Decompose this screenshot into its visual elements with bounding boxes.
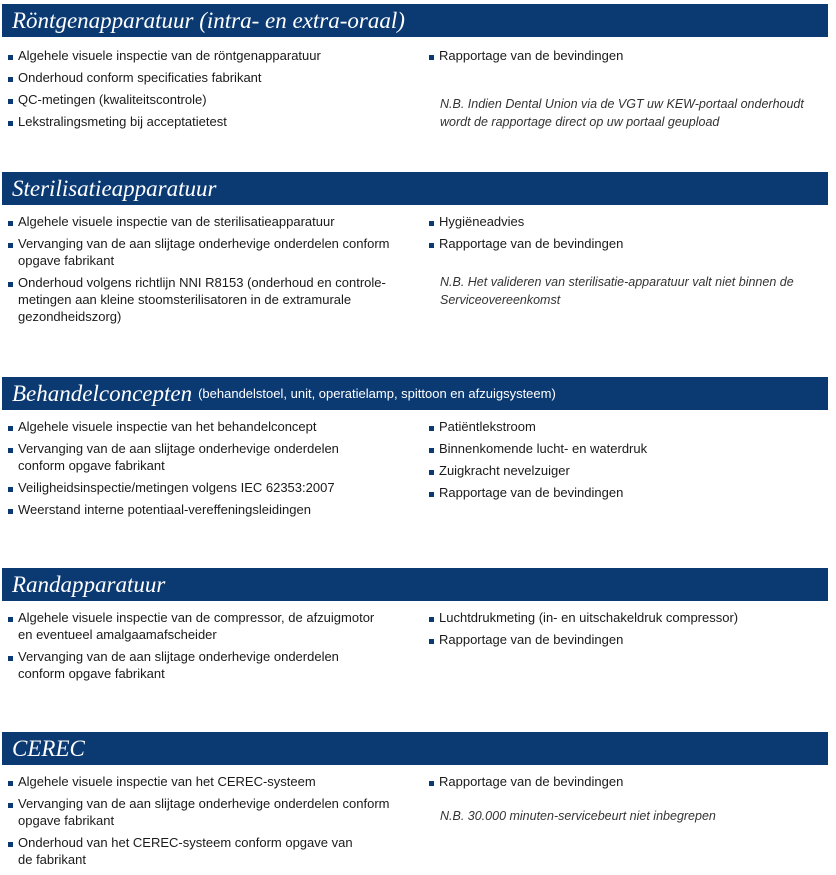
bullet-icon <box>429 55 434 60</box>
list-item: Onderhoud van het CEREC-systeem conform opgave van de fabrikant <box>4 834 363 868</box>
list-item: Rapportage van de bevindingen <box>425 484 815 501</box>
list-item: Hygiëneadvies <box>425 213 815 230</box>
list-item: Weerstand interne potentiaal-vereffeningsleidingen <box>4 501 404 518</box>
right-list <box>425 773 815 795</box>
bullet-icon <box>429 781 434 786</box>
left-list <box>4 47 404 135</box>
bullet-icon <box>429 426 434 431</box>
list-item: Binnenkomende lucht- en waterdruk <box>425 440 815 457</box>
bullet-icon <box>8 803 13 808</box>
bullet-icon <box>429 617 434 622</box>
section-title: Röntgenapparatuur (intra- en extra-oraal) <box>12 8 405 33</box>
list-item: Vervanging van de aan slijtage onderhevige onderdelen conform opgave fabrikant <box>4 648 358 682</box>
list-item: QC-metingen (kwaliteitscontrole) <box>4 91 404 108</box>
list-item: Rapportage van de bevindingen <box>425 47 815 64</box>
section-title: CEREC <box>12 736 85 761</box>
list-item: Rapportage van de bevindingen <box>425 773 815 790</box>
list-item: Algehele visuele inspectie van de röntgenapparatuur <box>4 47 404 64</box>
list-item: Algehele visuele inspectie van de compressor, de afzuigmotor en eventueel amalgaamafscheider <box>4 609 388 643</box>
bullet-icon <box>8 509 13 514</box>
bullet-icon <box>8 656 13 661</box>
list-item: Rapportage van de bevindingen <box>425 235 815 252</box>
right-list <box>425 609 815 653</box>
bullet-icon <box>8 99 13 104</box>
bullet-icon <box>8 221 13 226</box>
list-item: Zuigkracht nevelzuiger <box>425 462 815 479</box>
list-item: Vervanging van de aan slijtage onderhevige onderdelen conform opgave fabrikant <box>4 440 358 474</box>
bullet-icon <box>429 221 434 226</box>
bullet-icon <box>429 470 434 475</box>
list-item: Rapportage van de bevindingen <box>425 631 815 648</box>
section-title: Sterilisatieapparatuur <box>12 176 217 201</box>
bullet-icon <box>8 842 13 847</box>
bullet-icon <box>8 243 13 248</box>
bullet-icon <box>8 781 13 786</box>
list-item: Algehele visuele inspectie van het CEREC-systeem <box>4 773 404 790</box>
list-item: Algehele visuele inspectie van het behandelconcept <box>4 418 404 435</box>
bullet-icon <box>8 426 13 431</box>
list-item: Onderhoud conform specificaties fabrikant <box>4 69 404 86</box>
section-header <box>2 4 828 37</box>
bullet-icon <box>8 77 13 82</box>
section-title: Behandelconcepten <box>12 381 193 406</box>
bullet-icon <box>8 487 13 492</box>
right-list <box>425 213 815 257</box>
list-item: Vervanging van de aan slijtage onderhevige onderdelen conform opgave fabrikant <box>4 795 404 829</box>
note-text: N.B. Het valideren van sterilisatie-apparatuur valt niet binnen de Serviceovereenkomst <box>440 275 794 307</box>
bullet-icon <box>429 639 434 644</box>
list-item: Onderhoud volgens richtlijn NNI R8153 (onderhoud en controle-metingen aan kleine stoomsterilisatoren in de extramurale gezondheidszorg) <box>4 274 404 325</box>
note-text: N.B. Indien Dental Union via de VGT uw KEW-portaal onderhoudt wordt de rapportage direct op uw portaal geupload <box>440 97 804 129</box>
list-item: Patiëntlekstroom <box>425 418 815 435</box>
section-header <box>2 732 828 765</box>
right-list <box>425 418 815 506</box>
list-item: Veiligheidsinspectie/metingen volgens IEC 62353:2007 <box>4 479 404 496</box>
note-text: N.B. 30.000 minuten-servicebeurt niet inbegrepen <box>440 809 716 823</box>
bullet-icon <box>8 55 13 60</box>
section-subtitle: (behandelstoel, unit, operatielamp, spittoon en afzuigsysteem) <box>198 386 556 401</box>
left-list <box>4 773 404 873</box>
bullet-icon <box>429 243 434 248</box>
bullet-icon <box>429 492 434 497</box>
list-item: Lekstralingsmeting bij acceptatietest <box>4 113 404 130</box>
section-title: Randapparatuur <box>12 572 166 597</box>
list-item: Vervanging van de aan slijtage onderhevige onderdelen conform opgave fabrikant <box>4 235 404 269</box>
bullet-icon <box>8 282 13 287</box>
section-header <box>2 172 828 205</box>
list-item: Algehele visuele inspectie van de sterilisatieapparatuur <box>4 213 404 230</box>
section-header <box>2 377 828 410</box>
section-header <box>2 568 828 601</box>
bullet-icon <box>429 448 434 453</box>
bullet-icon <box>8 121 13 126</box>
right-list <box>425 47 815 69</box>
list-item: Luchtdrukmeting (in- en uitschakeldruk compressor) <box>425 609 815 626</box>
bullet-icon <box>8 448 13 453</box>
bullet-icon <box>8 617 13 622</box>
left-list <box>4 418 404 523</box>
left-list <box>4 213 404 330</box>
left-list <box>4 609 404 687</box>
